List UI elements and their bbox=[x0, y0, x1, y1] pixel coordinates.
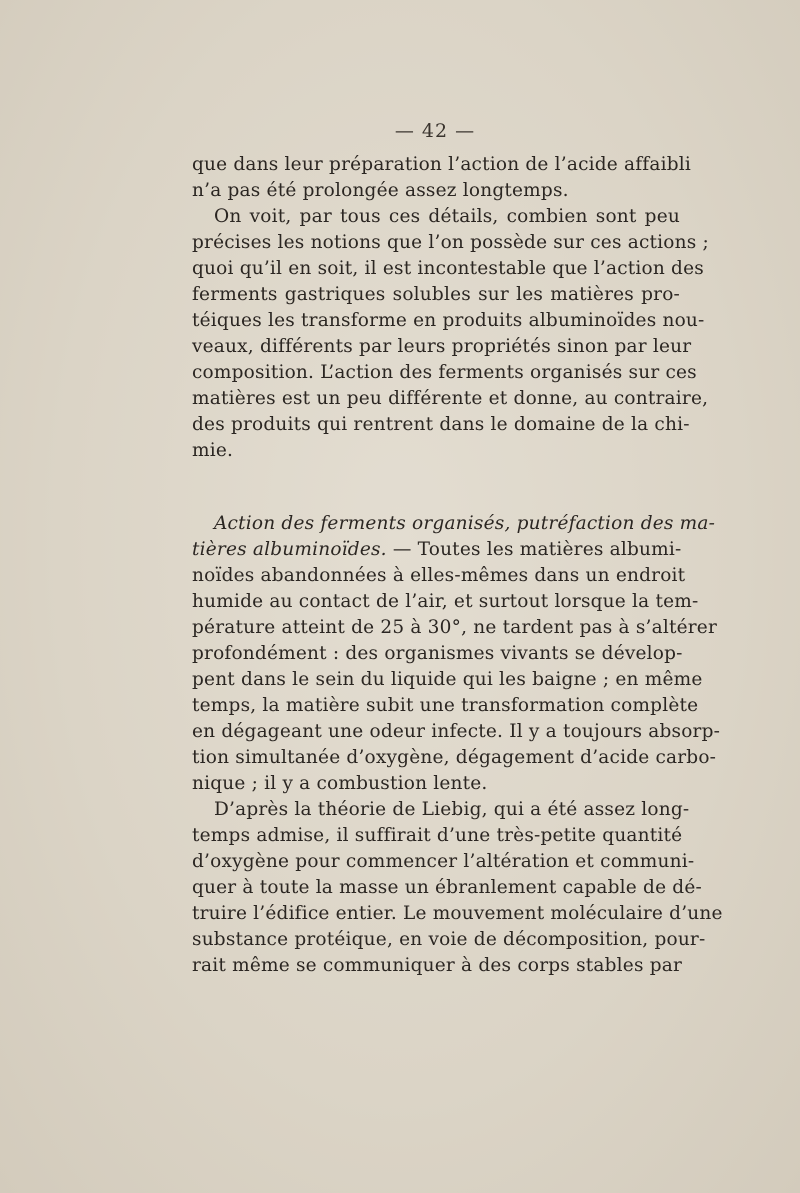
text-line: quer à toute la masse un ébranlement capable de dé- bbox=[192, 877, 702, 898]
text-block-top bbox=[192, 152, 709, 464]
text-line: ferments gastriques solubles sur les matières pro- bbox=[192, 284, 680, 305]
text-line: D’après la théorie de Liebig, qui a été assez long- bbox=[214, 799, 690, 820]
text-line: noïdes abandonnées à elles-mêmes dans un endroit bbox=[192, 565, 686, 586]
text-line: quoi qu’il en soit, il est incontestable que l’action des bbox=[192, 258, 704, 279]
text-line: tion simultanée d’oxygène, dégagement d’acide carbo- bbox=[192, 747, 717, 768]
text-line: nique ; il y a combustion lente. bbox=[192, 773, 488, 794]
page-number: — 42 — bbox=[394, 120, 476, 142]
text-line: d’oxygène pour commencer l’altération et communi- bbox=[192, 851, 695, 872]
text-line: profondément : des organismes vivants se dévelop- bbox=[192, 643, 683, 664]
text-line: matières est un peu différente et donne, au contraire, bbox=[192, 388, 709, 409]
text-line: composition. L’action des ferments organisés sur ces bbox=[192, 362, 697, 383]
text-fragment: — Toutes les matières albumi- bbox=[386, 539, 682, 560]
text-line: truire l’édifice entier. Le mouvement moléculaire d’une bbox=[192, 903, 723, 924]
text-line: On voit, par tous ces détails, combien sont peu bbox=[214, 206, 680, 227]
text-line: pérature atteint de 25 à 30°, ne tardent pas à s’altérer bbox=[192, 617, 717, 638]
text-line: temps, la matière subit une transformation complète bbox=[192, 695, 699, 716]
text-line: que dans leur préparation l’action de l’acide affaibli bbox=[192, 154, 691, 175]
text-line: téiques les transforme en produits albuminoïdes nou- bbox=[192, 310, 705, 331]
text-line: temps admise, il suffirait d’une très-petite quantité bbox=[192, 825, 683, 846]
text-line bbox=[192, 537, 680, 563]
text-line: pent dans le sein du liquide qui les baigne ; en même bbox=[192, 669, 703, 690]
paragraph-1 bbox=[192, 152, 691, 204]
text-line: substance protéique, en voie de décomposition, pour- bbox=[192, 929, 706, 950]
text-line: humide au contact de l’air, et surtout lorsque la tem- bbox=[192, 591, 699, 612]
section-heading-end: tières albuminoïdes. bbox=[192, 539, 387, 560]
text-line: des produits qui rentrent dans le domaine de la chi- bbox=[192, 414, 690, 435]
text-line: précises les notions que l’on possède sur ces actions ; bbox=[192, 232, 709, 253]
text-line: mie. bbox=[192, 440, 234, 461]
text-line: en dégageant une odeur infecte. Il y a toujours absorp- bbox=[192, 721, 721, 742]
paragraph-2 bbox=[192, 204, 709, 464]
text-block-bottom bbox=[192, 511, 723, 979]
paragraph-4 bbox=[192, 797, 723, 979]
text-line: veaux, différents par leurs propriétés sinon par leur bbox=[192, 336, 692, 357]
text-line: rait même se communiquer à des corps stables par bbox=[192, 955, 683, 976]
text-line: n’a pas été prolongée assez longtemps. bbox=[192, 180, 569, 201]
section-heading: Action des ferments organisés, putréfaction des ma- bbox=[214, 513, 716, 534]
paragraph-3 bbox=[192, 511, 721, 797]
